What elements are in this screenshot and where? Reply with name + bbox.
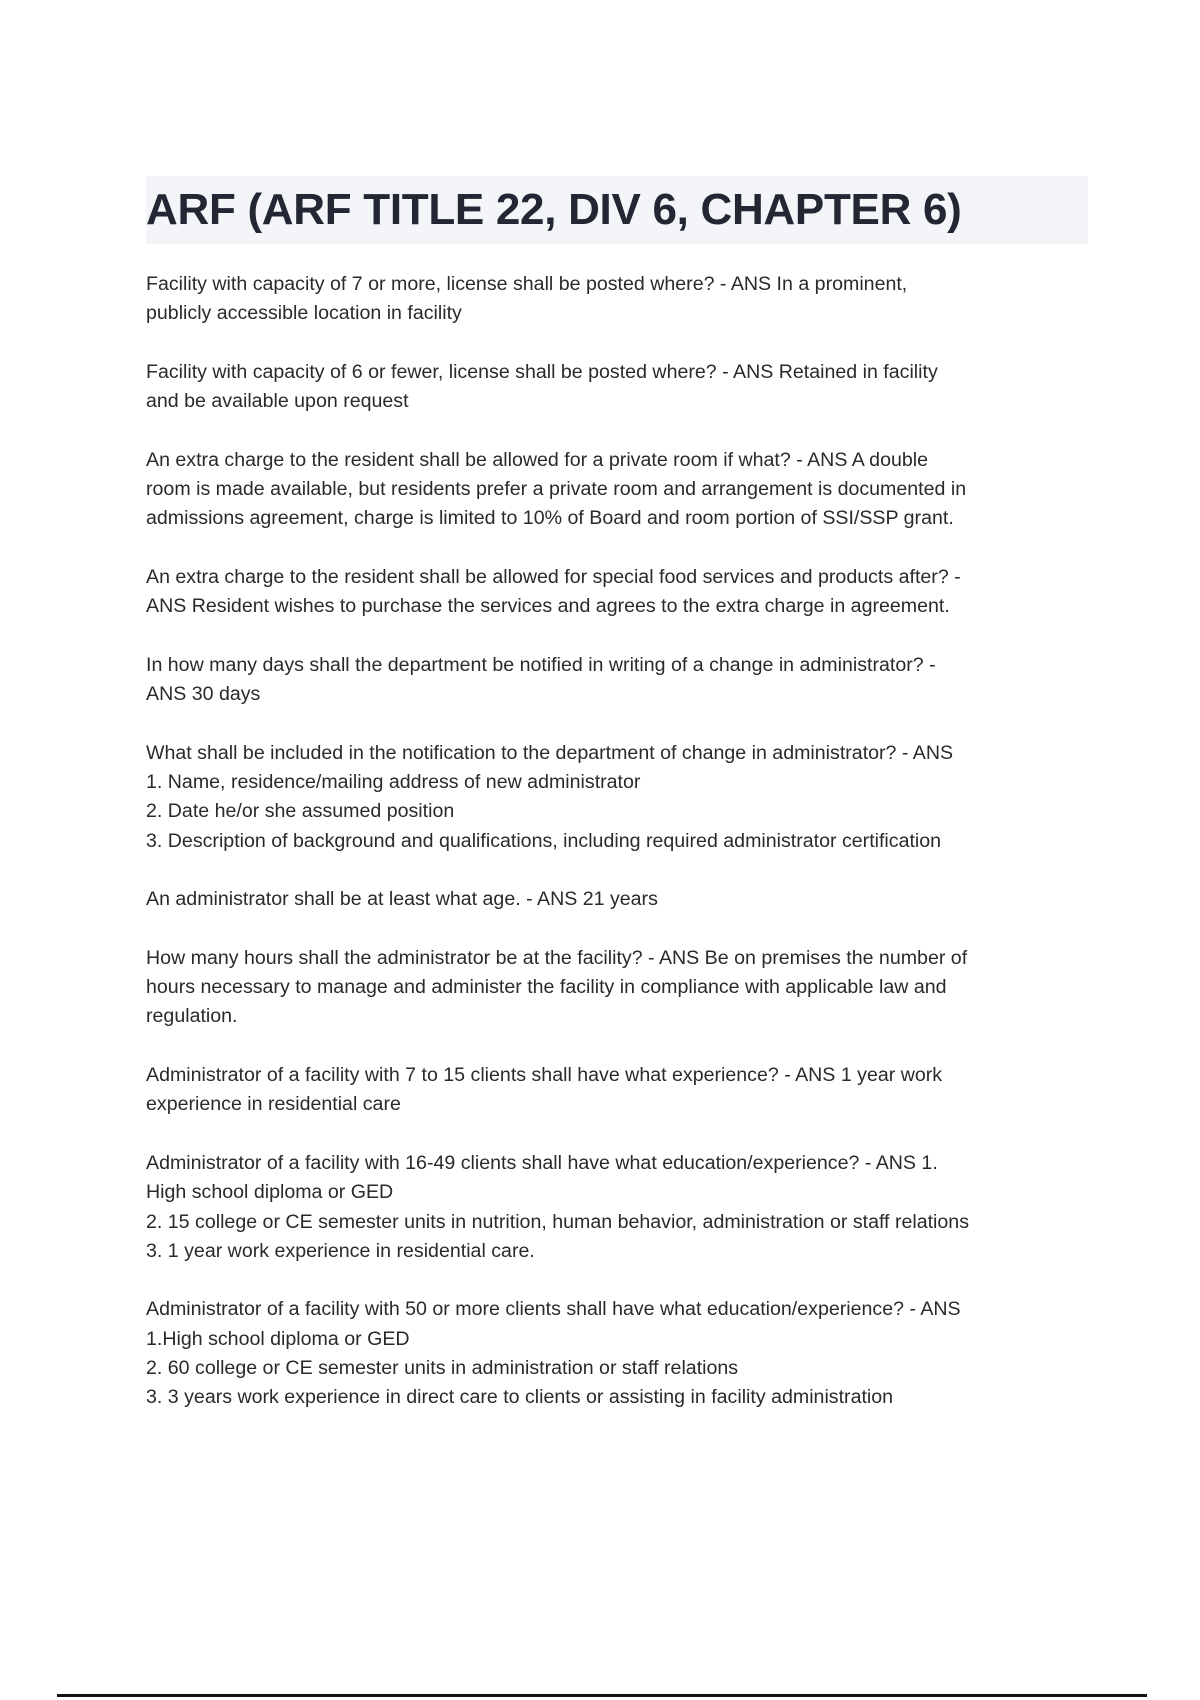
qa-item [146,739,1106,856]
qa-item [146,563,1106,622]
qa-line: ANS Resident wishes to purchase the services and agrees to the extra charge in agreement. [146,595,950,618]
qa-item [146,1149,1106,1266]
footer-divider [57,1694,1147,1697]
qa-line: 3. Description of background and qualifications, including required administrator certification [146,829,942,852]
qa-line: Administrator of a facility with 50 or more clients shall have what education/experience? - ANS [146,1298,961,1321]
qa-line: Facility with capacity of 6 or fewer, license shall be posted where? - ANS Retained in facility [146,360,938,383]
qa-list [146,270,1106,1442]
qa-line: hours necessary to manage and administer the facility in compliance with applicable law and [146,976,947,999]
qa-line: An extra charge to the resident shall be allowed for a private room if what? - ANS A double [146,448,929,471]
qa-line: Administrator of a facility with 16-49 clients shall have what education/experience? - ANS 1. [146,1151,938,1174]
qa-line: How many hours shall the administrator be at the facility? - ANS Be on premises the number of [146,946,968,969]
qa-line: An extra charge to the resident shall be allowed for special food services and products after? - [146,565,961,588]
qa-line: Facility with capacity of 7 or more, license shall be posted where? - ANS In a prominent, [146,273,908,295]
qa-line: 1.High school diploma or GED [146,1327,410,1350]
qa-line: and be available upon request [146,390,409,413]
qa-item [146,270,1106,329]
qa-line: 3. 3 years work experience in direct care to clients or assisting in facility administration [146,1386,894,1409]
qa-item [146,1061,1106,1120]
qa-line: room is made available, but residents prefer a private room and arrangement is documented in [146,478,967,501]
qa-line: 2. 15 college or CE semester units in nutrition, human behavior, administration or staff relations [146,1210,970,1233]
qa-line: 3. 1 year work experience in residential care. [146,1239,535,1262]
qa-item [146,944,1106,1032]
qa-line: 2. 60 college or CE semester units in administration or staff relations [146,1356,739,1379]
qa-item [146,446,1106,534]
page-title: ARF (ARF TITLE 22, DIV 6, CHAPTER 6) [146,185,962,234]
qa-item [146,885,1106,914]
qa-line: What shall be included in the notification to the department of change in administrator? - ANS [146,741,954,764]
qa-line: Administrator of a facility with 7 to 15 clients shall have what experience? - ANS 1 year work [146,1064,943,1087]
qa-item [146,358,1106,417]
qa-line: admissions agreement, charge is limited to 10% of Board and room portion of SSI/SSP grant. [146,507,954,530]
qa-line: An administrator shall be at least what age. - ANS 21 years [146,888,658,911]
qa-line: High school diploma or GED [146,1181,394,1204]
qa-item [146,651,1106,710]
qa-line: regulation. [146,1005,238,1028]
qa-line: 1. Name, residence/mailing address of new administrator [146,771,641,794]
qa-line: ANS 30 days [146,683,261,706]
qa-line: 2. Date he/or she assumed position [146,800,455,823]
qa-line: publicly accessible location in facility [146,302,462,325]
qa-item [146,1295,1106,1412]
qa-line: In how many days shall the department be notified in writing of a change in administrator? - [146,653,936,676]
qa-line: experience in residential care [146,1093,401,1116]
